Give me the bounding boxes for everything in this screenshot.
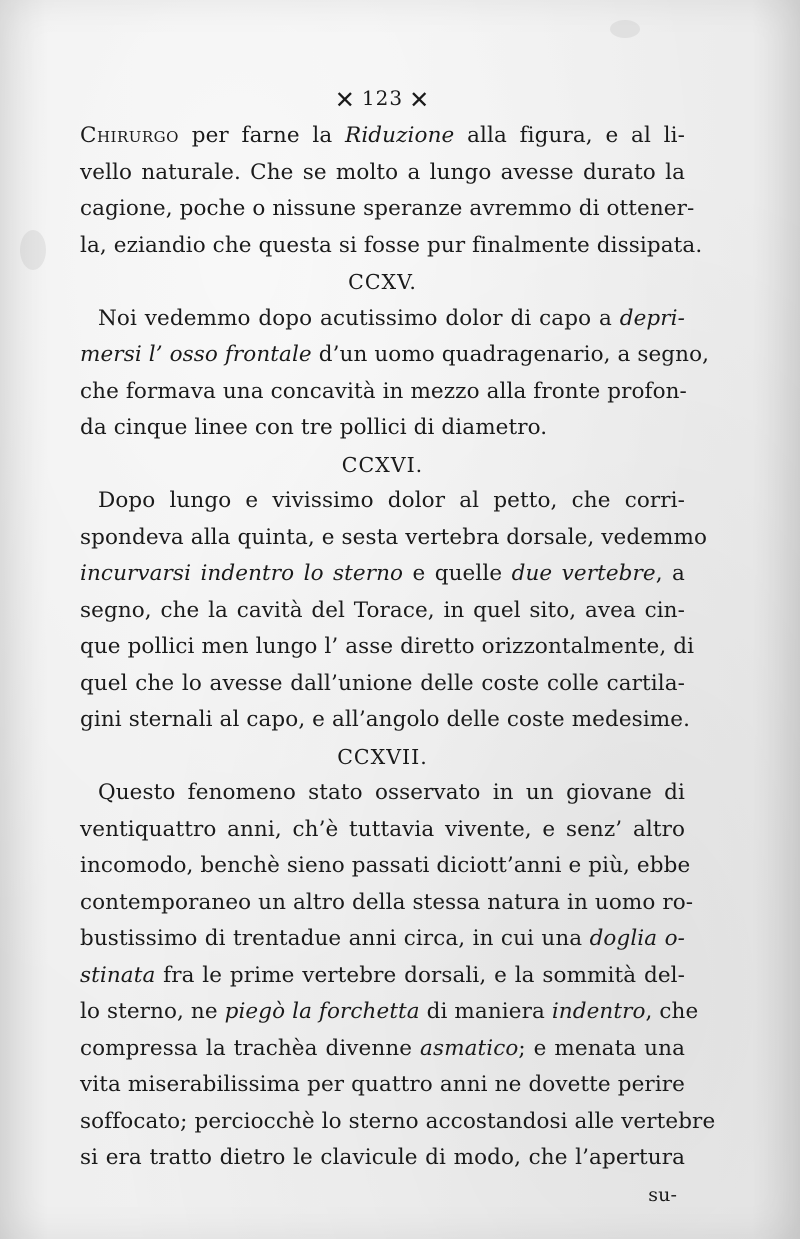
text-line: la, eziandio che questa si fosse pur finalmente dissipata. xyxy=(80,232,703,258)
text-line: quel che lo avesse dall’unione delle coste colle cartila- xyxy=(80,670,685,696)
catchword: su- xyxy=(648,1183,677,1206)
text-line: stinata fra le prime vertebre dorsali, e la sommità del- xyxy=(80,962,685,988)
text-line: que pollici men lungo l’ asse diretto orizzontalmente, di xyxy=(80,634,695,659)
section-heading: CCXVII. xyxy=(337,744,428,769)
text-line: soffocato; perciocchè lo sterno accostandosi alle vertebre xyxy=(80,1108,716,1134)
text-line: segno, che la cavità del Torace, in quel sito, avea cin- xyxy=(80,597,685,623)
text-line: Chirurgo per farne la Riduzione alla figura, e al li- xyxy=(80,123,685,148)
text-line: da cinque linee con tre pollici di diametro. xyxy=(80,415,548,440)
text-line: si era tratto dietro le clavicule di modo, che l’apertura xyxy=(80,1145,685,1170)
text-line: ventiquattro anni, ch’è tuttavia vivente, e senz’ altro xyxy=(80,816,685,842)
page-text xyxy=(80,78,716,1213)
text-line: contemporaneo un altro della stessa natura in uomo ro- xyxy=(80,889,694,915)
text-line: incurvarsi indentro lo sterno e quelle due vertebre, a xyxy=(80,561,685,586)
text-line: Noi vedemmo dopo acutissimo dolor di capo a depri- xyxy=(98,305,685,331)
text-line: gini sternali al capo, e all’angolo delle coste medesime. xyxy=(80,707,691,732)
section-heading: CCXV. xyxy=(348,270,417,294)
text-line: lo sterno, ne piegò la forchetta di maniera indentro, che xyxy=(80,999,699,1024)
text-line: compressa la trachèa divenne asmatico; e menata una xyxy=(80,1035,685,1061)
text-line: mersi l’ osso frontale d’un uomo quadragenario, a segno, xyxy=(80,342,710,367)
ornament-left-icon: ✕ xyxy=(334,85,356,114)
text-line: Dopo lungo e vivissimo dolor al petto, che corri- xyxy=(98,488,685,513)
text-line: bustissimo di trentadue anni circa, in cui una doglia o- xyxy=(80,926,685,951)
page-number: 123 xyxy=(361,86,404,110)
text-line: che formava una concavità in mezzo alla fronte profon- xyxy=(80,378,687,404)
text-line: Questo fenomeno stato osservato in un giovane di xyxy=(98,780,685,805)
text-line: vello naturale. Che se molto a lungo avesse durato la xyxy=(80,159,685,185)
text-line: cagione, poche o nissune speranze avremmo di ottener- xyxy=(80,196,695,221)
text-line: incomodo, benchè sieno passati diciott’anni e più, ebbe xyxy=(80,853,691,878)
text-line: spondeva alla quinta, e sesta vertebra dorsale, vedemmo xyxy=(80,524,708,550)
paper-stain xyxy=(610,20,640,38)
section-heading: CCXVI. xyxy=(341,452,424,477)
text-line: vita miserabilissima per quattro anni ne dovette perire xyxy=(80,1072,685,1097)
running-header xyxy=(80,78,685,118)
ornament-right-icon: ✕ xyxy=(409,85,431,114)
paper-stain xyxy=(20,230,46,270)
